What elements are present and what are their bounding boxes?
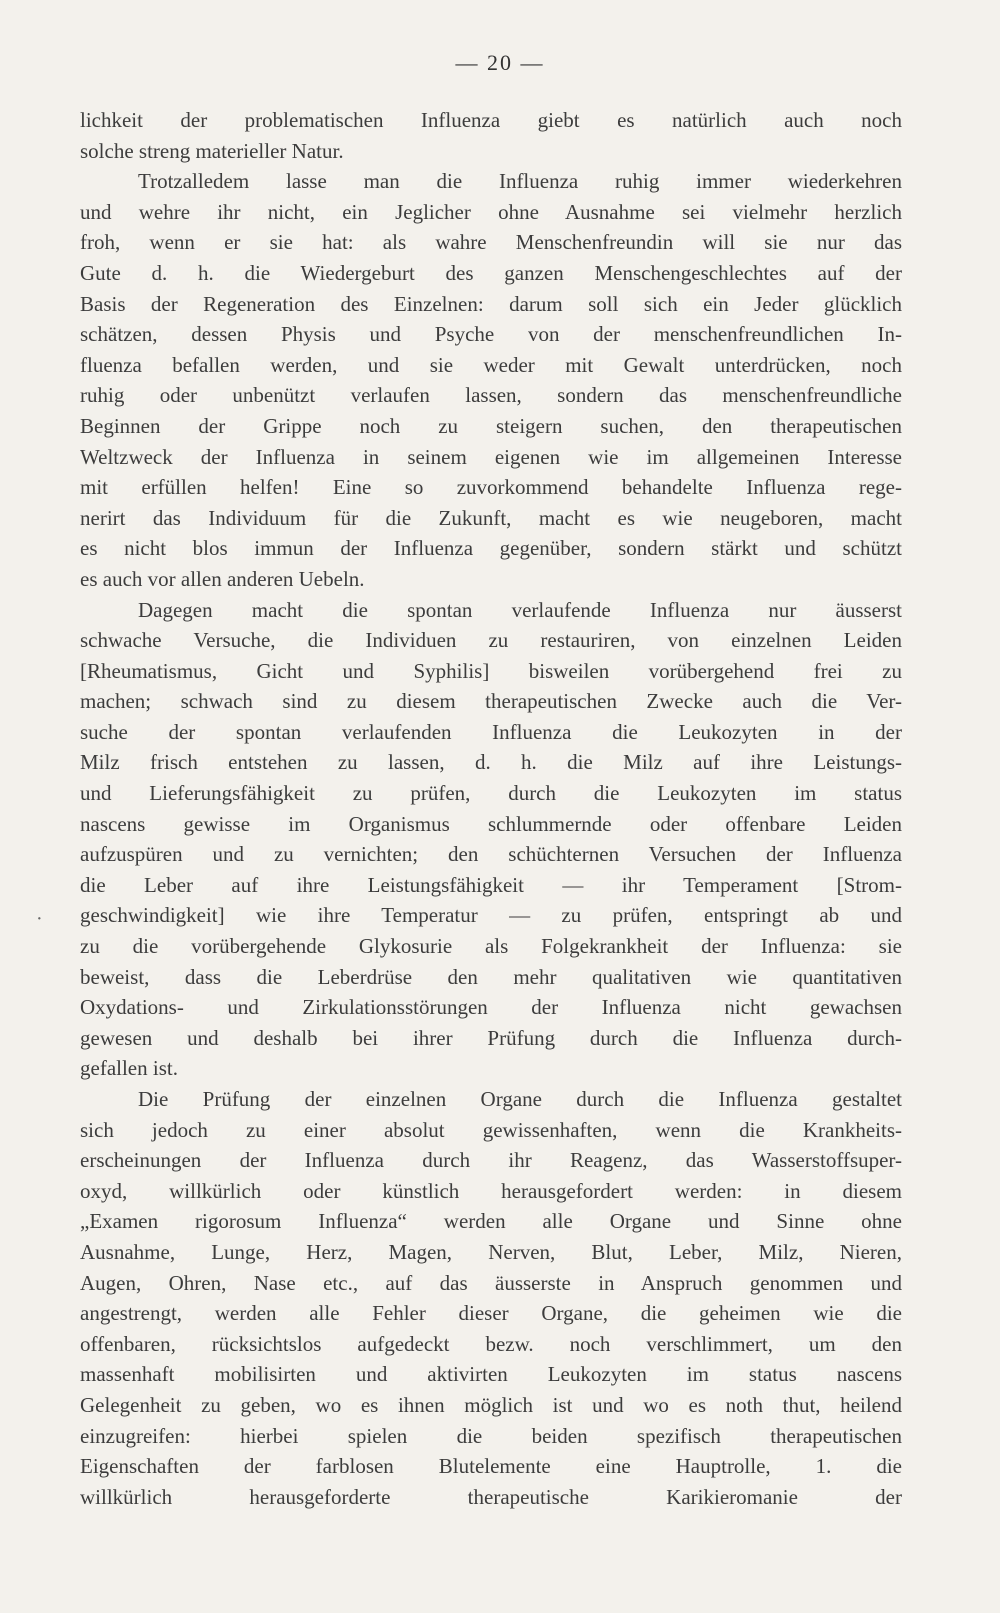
text-line: mit erfüllen helfen! Eine so zuvorkommend behandelte Influenza rege- (80, 475, 902, 500)
text-line: froh, wenn er sie hat: als wahre Menschenfreundin will sie nur das (80, 230, 902, 255)
text-line: es auch vor allen anderen Uebeln. (80, 566, 365, 591)
text-line: Basis der Regeneration des Einzelnen: darum soll sich ein Jeder glücklich (80, 291, 902, 316)
text-line: Eigenschaften der farblosen Blutelemente eine Hauptrolle, 1. die (80, 1454, 902, 1479)
text-line: zu die vorübergehende Glykosurie als Folgekrankheit der Influenza: sie (80, 934, 902, 959)
text-line: nerirt das Individuum für die Zukunft, macht es wie neugeboren, macht (80, 505, 902, 530)
text-line: Ausnahme, Lunge, Herz, Magen, Nerven, Blut, Leber, Milz, Nieren, (80, 1239, 902, 1264)
text-line: beweist, dass die Leberdrüse den mehr qualitativen wie quantitativen (80, 964, 902, 989)
text-line: gefallen ist. (80, 1056, 178, 1081)
text-line: und wehre ihr nicht, ein Jeglicher ohne Ausnahme sei vielmehr herzlich (80, 199, 902, 224)
text-line: machen; schwach sind zu diesem therapeutischen Zwecke auch die Ver- (80, 689, 902, 714)
text-line: Oxydations- und Zirkulationsstörungen der Influenza nicht gewachsen (80, 995, 902, 1020)
text-line: [Rheumatismus, Gicht und Syphilis] bisweilen vorübergehend frei zu (80, 658, 902, 683)
text-body (80, 105, 902, 1512)
text-line: willkürlich herausgeforderte therapeutische Karikieromanie der (80, 1484, 902, 1509)
text-line: es nicht blos immun der Influenza gegenüber, sondern stärkt und schützt (80, 536, 902, 561)
text-line: angestrengt, werden alle Fehler dieser Organe, die geheimen wie die (80, 1301, 902, 1326)
text-line: Gute d. h. die Wiedergeburt des ganzen Menschengeschlechtes auf der (80, 260, 902, 285)
text-line: oxyd, willkürlich oder künstlich herausgefordert werden: in diesem (80, 1178, 902, 1203)
text-line: Trotzalledem lasse man die Influenza ruhig immer wiederkehren (138, 169, 902, 194)
text-line: „Examen rigorosum Influenza“ werden alle Organe und Sinne ohne (80, 1209, 902, 1234)
text-line: Die Prüfung der einzelnen Organe durch die Influenza gestaltet (138, 1087, 902, 1111)
text-line: gewesen und deshalb bei ihrer Prüfung durch die Influenza durch- (80, 1025, 902, 1050)
text-line: Dagegen macht die spontan verlaufende Influenza nur äusserst (138, 597, 902, 622)
text-line: offenbaren, rücksichtslos aufgedeckt bezw. noch verschlimmert, um den (80, 1331, 902, 1356)
page-number: — 20 — (455, 50, 545, 75)
text-line: solche streng materieller Natur. (80, 138, 344, 163)
text-line: sich jedoch zu einer absolut gewissenhaften, wenn die Krankheits- (80, 1117, 902, 1142)
text-line: schwache Versuche, die Individuen zu restauriren, von einzelnen Leiden (80, 628, 902, 653)
text-line: Weltzweck der Influenza in seinem eigenen wie im allgemeinen Interesse (80, 444, 902, 469)
text-line: Gelegenheit zu geben, wo es ihnen möglich ist und wo es noth thut, heilend (80, 1392, 902, 1417)
text-line: lichkeit der problematischen Influenza giebt es natürlich auch noch (80, 108, 902, 132)
text-line: geschwindigkeit] wie ihre Temperatur — zu prüfen, entspringt ab und (80, 903, 902, 928)
text-line: fluenza befallen werden, und sie weder mit Gewalt unterdrücken, noch (80, 352, 902, 377)
text-line: Milz frisch entstehen zu lassen, d. h. die Milz auf ihre Leistungs- (80, 750, 902, 775)
text-line: und Lieferungsfähigkeit zu prüfen, durch die Leukozyten im status (80, 781, 902, 806)
text-line: suche der spontan verlaufenden Influenza die Leukozyten in der (80, 719, 902, 744)
margin-mark: · (36, 908, 43, 930)
text-line: erscheinungen der Influenza durch ihr Reagenz, das Wasserstoffsuper- (80, 1148, 902, 1173)
text-line: schätzen, dessen Physis und Psyche von der menschenfreundlichen In- (80, 322, 902, 347)
text-line: die Leber auf ihre Leistungsfähigkeit — ihr Temperament [Strom- (80, 872, 902, 897)
text-line: ruhig oder unbenützt verlaufen lassen, sondern das menschenfreundliche (80, 383, 902, 408)
text-line: aufzuspüren und zu vernichten; den schüchternen Versuchen der Influenza (80, 842, 902, 867)
text-line: Beginnen der Grippe noch zu steigern suchen, den therapeutischen (80, 413, 902, 438)
text-line: nascens gewisse im Organismus schlummernde oder offenbare Leiden (80, 811, 902, 836)
text-line: Augen, Ohren, Nase etc., auf das äusserste in Anspruch genommen und (80, 1270, 902, 1295)
text-line: massenhaft mobilisirten und aktivirten Leukozyten im status nascens (80, 1362, 902, 1387)
text-line: einzugreifen: hierbei spielen die beiden spezifisch therapeutischen (80, 1423, 902, 1448)
